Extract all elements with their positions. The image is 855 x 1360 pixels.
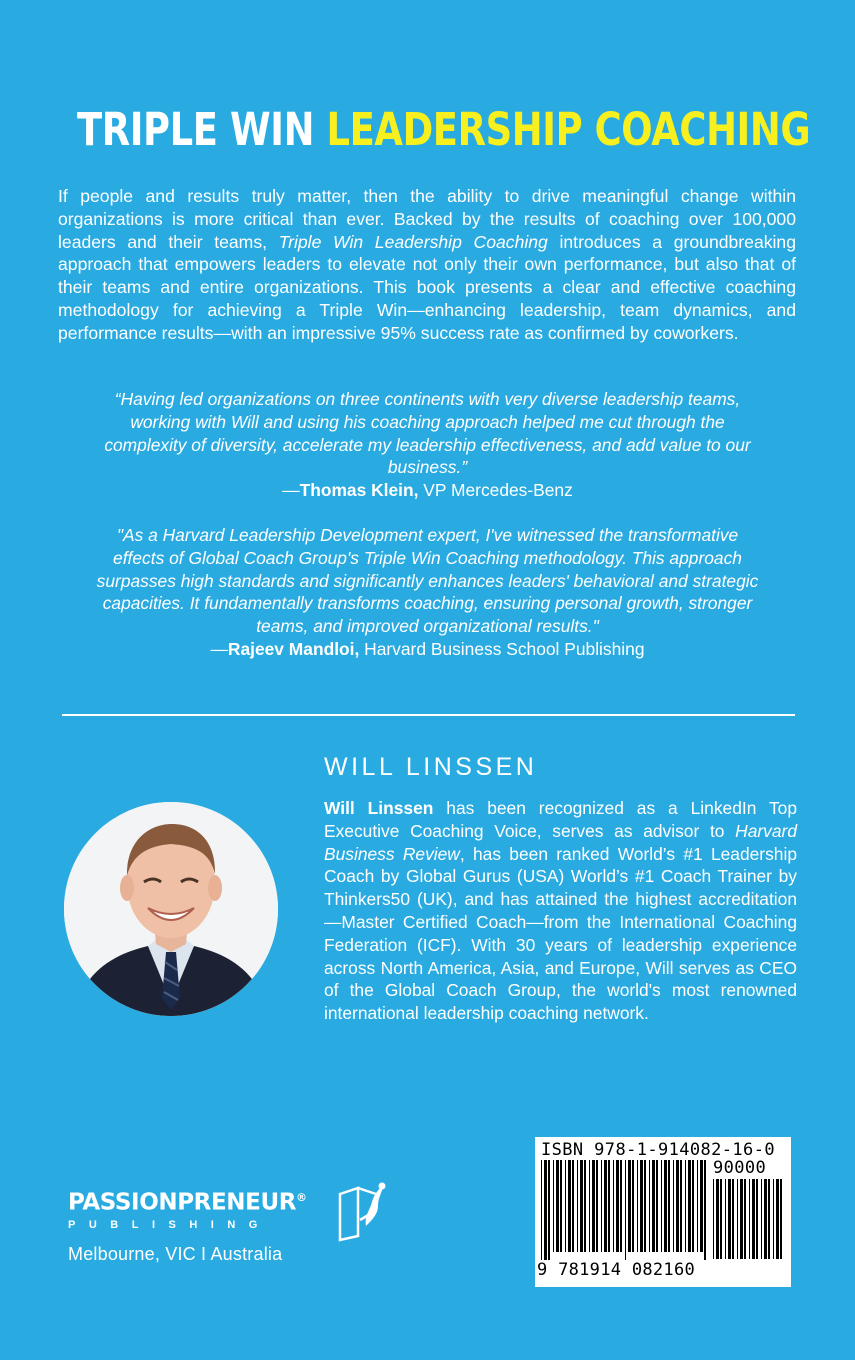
barcode-bar — [580, 1160, 583, 1252]
barcode-bar — [632, 1160, 634, 1252]
barcode-bar — [616, 1160, 619, 1252]
barcode-bar — [589, 1160, 590, 1252]
barcode-bar — [637, 1160, 638, 1252]
publisher-name-text: PASSIONPRENEUR — [68, 1189, 297, 1216]
testimonial-author-role: Harvard Business School Publishing — [359, 638, 645, 659]
barcode-bar — [661, 1160, 662, 1252]
testimonial-author-name: Thomas Klein, — [299, 480, 419, 501]
bio-text-part-1: has been recognized as a LinkedIn Top Executive Coaching Voice, serves as advisor to — [324, 798, 797, 841]
title-white-part: TRIPLE WIN — [76, 103, 315, 156]
barcode-bar — [720, 1179, 722, 1259]
barcode-bar — [620, 1160, 622, 1252]
barcode-bar — [773, 1179, 774, 1259]
barcode-bar — [548, 1160, 550, 1260]
testimonial-author-name: Rajeev Mandloi, — [227, 638, 360, 659]
testimonial — [90, 524, 765, 661]
barcode-bar — [652, 1160, 655, 1252]
bio-publication: Harvard Business Review — [324, 820, 797, 864]
barcode-bars-main — [541, 1160, 707, 1260]
barcode-bar — [608, 1160, 610, 1252]
barcode-bar — [673, 1160, 674, 1252]
isbn-barcode — [535, 1137, 791, 1287]
barcode-bar — [584, 1160, 586, 1252]
barcode-bar — [565, 1160, 566, 1252]
testimonial-quote: "As a Harvard Leadership Development expert, I've witnessed the transformative effects of Global Coach Group's Triple Win Coaching methodology. This approach surpasses high standards and significantly enhances leaders' behavioral and strategic capacities. It fundamentally transforms coaching, ensuring personal growth, stronger teams, and improved organizational results." — [96, 525, 759, 637]
barcode-bar — [697, 1160, 698, 1252]
author-portrait-image — [64, 802, 278, 1016]
author-bio — [324, 797, 797, 1025]
blurb-text-end: introduces a groundbreaking approach that empowers leaders to elevate not only their own performance, but also that of their teams and entire organizations. This book presents a clear and effective coaching methodology for achieving a Triple Win—enhancing leadership, team dynamics, and performance results—with an impressive 95% success rate as confirmed by coworkers. — [58, 231, 797, 343]
barcode-bar — [541, 1160, 542, 1260]
price-code-text: 90000 — [713, 1158, 767, 1178]
barcode-digits: 9 781914 082160 — [537, 1260, 696, 1280]
title-yellow-part: LEADERSHIP COACHING — [326, 103, 811, 156]
barcode-bar — [625, 1160, 626, 1260]
barcode-bar — [640, 1160, 643, 1252]
testimonial-attribution — [90, 638, 765, 661]
barcode-bar — [704, 1160, 706, 1260]
isbn-text: ISBN 978-1-914082-16-0 — [541, 1140, 775, 1160]
barcode-bar — [713, 1179, 714, 1259]
publisher-subtitle: PUBLISHING — [68, 1218, 271, 1231]
barcode-bar — [700, 1160, 703, 1252]
barcode-bar — [596, 1160, 598, 1252]
blurb-book-title: Triple Win Leadership Coaching — [278, 231, 548, 252]
testimonial — [90, 388, 765, 502]
barcode-bar — [649, 1160, 650, 1252]
barcode-bar — [556, 1160, 559, 1252]
barcode-bar — [744, 1179, 746, 1259]
barcode-bar — [592, 1160, 595, 1252]
author-photo — [64, 802, 278, 1016]
barcode-bar — [628, 1160, 631, 1252]
barcode-bar — [604, 1160, 607, 1252]
testimonial-attribution — [90, 479, 765, 502]
barcode-bar — [716, 1179, 719, 1259]
barcode-bar — [764, 1179, 767, 1259]
attribution-dash: — — [282, 480, 300, 501]
book-title — [76, 100, 811, 160]
registered-mark: ® — [296, 1191, 307, 1204]
barcode-bar — [732, 1179, 734, 1259]
barcode-bar — [692, 1160, 694, 1252]
barcode-bar — [688, 1160, 691, 1252]
barcode-bar — [553, 1160, 554, 1252]
barcode-bar — [676, 1160, 679, 1252]
barcode-bar — [737, 1179, 738, 1259]
barcode-bar — [725, 1179, 726, 1259]
barcode-bar — [577, 1160, 578, 1252]
barcode-bar — [572, 1160, 574, 1252]
barcode-bar — [728, 1179, 731, 1259]
blurb-text-start: If people and results truly matter, then the ability to drive meaningful change within organizations is more critical than ever. Backed by the results of coaching over 100,000 leaders and their teams, — [58, 186, 796, 252]
book-blurb — [58, 185, 796, 345]
barcode-bar — [644, 1160, 646, 1252]
bio-author-name: Will Linssen — [324, 798, 434, 818]
testimonial-quote: “Having led organizations on three continents with very diverse leadership teams, working with Will and using his coaching approach helped me cut through the complexity of diversity, accelerate my leadership effectiveness, and add value to our business.” — [104, 389, 751, 478]
barcode-bar — [680, 1160, 682, 1252]
barcode-bar — [740, 1179, 743, 1259]
barcode-bar — [768, 1179, 770, 1259]
barcode-bar — [664, 1160, 667, 1252]
barcode-bar — [568, 1160, 571, 1252]
barcode-bar — [761, 1179, 762, 1259]
author-heading: WILL LINSSEN — [324, 753, 538, 781]
barcode-bar — [668, 1160, 670, 1252]
barcode-bar — [780, 1179, 782, 1259]
attribution-dash: — — [210, 638, 228, 659]
barcode-bar — [752, 1179, 755, 1259]
barcode-bar — [685, 1160, 686, 1252]
testimonial-author-role: VP Mercedes-Benz — [418, 480, 573, 501]
barcode-bar — [613, 1160, 614, 1252]
barcode-bar — [601, 1160, 602, 1252]
barcode-bar — [560, 1160, 562, 1252]
barcode-bar — [756, 1179, 758, 1259]
barcode-bar — [776, 1179, 779, 1259]
barcode-bar — [544, 1160, 547, 1260]
publisher-logo-icon — [336, 1180, 392, 1242]
bio-text-part-2: , has been ranked World’s #1 Leadership Coach by Global Gurus (USA) World’s #1 Coach Trainer by Thinkers50 (UK), and has attained the highest accreditation—Master Certified Coach—from the International Coaching Federation (ICF). With 30 years of leadership experience across North America, Asia, and Europe, Will serves as CEO of the Global Coach Group, the world's most renowned international leadership coaching network. — [324, 843, 798, 1024]
barcode-bars-addon — [713, 1179, 785, 1261]
barcode-bar — [749, 1179, 750, 1259]
barcode-bar — [656, 1160, 658, 1252]
publisher-location: Melbourne, VIC I Australia — [68, 1243, 283, 1264]
section-divider — [62, 714, 795, 716]
